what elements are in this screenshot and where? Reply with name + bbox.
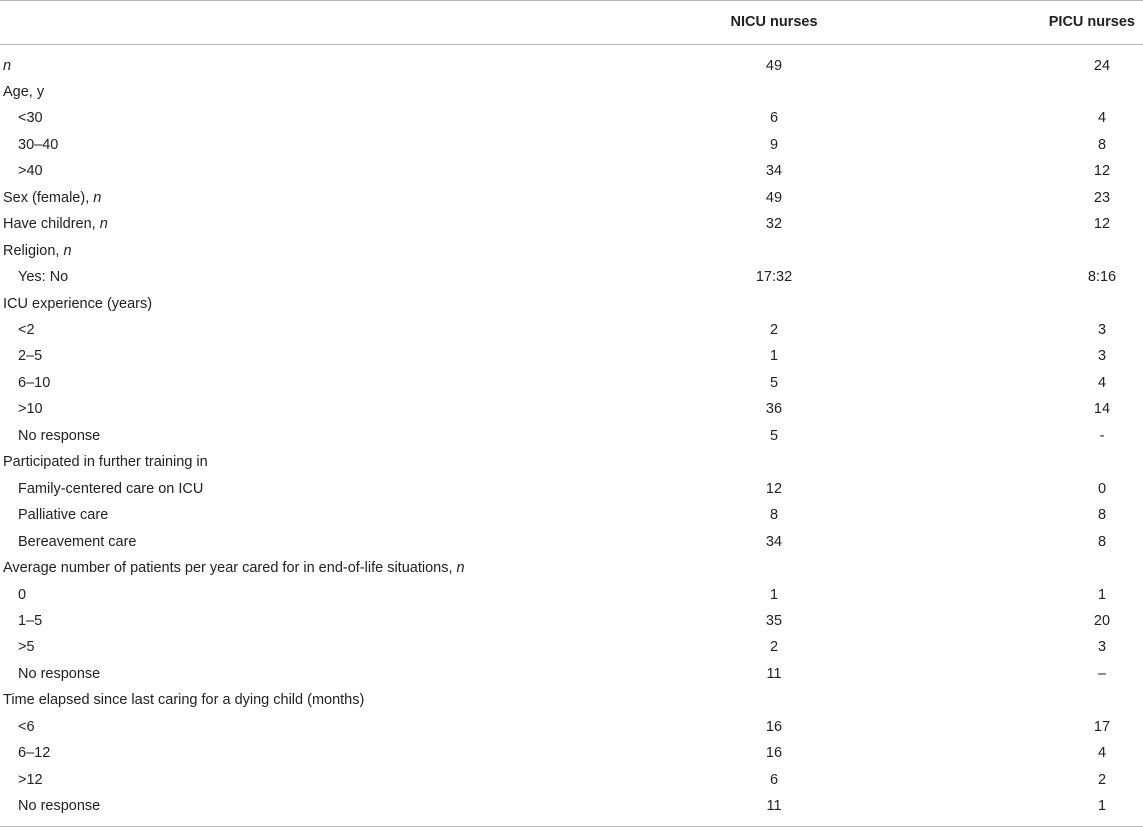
- table-row: [0, 687, 1143, 714]
- cell-nicu-value: [768, 137, 780, 153]
- table-row: [0, 132, 1143, 159]
- cell-picu-text: 12: [1093, 216, 1111, 233]
- table-row: [0, 370, 1143, 397]
- cell-nicu-text: 6: [769, 771, 779, 788]
- row-label: [18, 507, 108, 523]
- cell-picu-value: [1094, 110, 1107, 127]
- row-label: [18, 798, 100, 814]
- row-label: [18, 375, 50, 391]
- cell-nicu-text: 8: [769, 507, 779, 524]
- cell-nicu-value: [768, 639, 780, 655]
- row-label-text: No response: [18, 427, 101, 444]
- cell-picu-value: [1086, 401, 1111, 418]
- row-label: [3, 296, 152, 312]
- cell-nicu-text: 36: [765, 401, 783, 418]
- cell-nicu-value: [765, 57, 783, 74]
- header-picu-nurses: PICU nurses: [1048, 14, 1135, 30]
- cell-nicu-value: [768, 666, 780, 682]
- row-label: [3, 58, 11, 74]
- cell-picu-text: 1: [1097, 586, 1107, 603]
- cell-picu-value: [1094, 136, 1107, 153]
- row-label-italic: n: [63, 242, 72, 259]
- cell-picu-text: 14: [1093, 401, 1111, 418]
- row-label: [18, 666, 100, 682]
- cell-picu-text: 8:16: [1087, 269, 1117, 286]
- cell-picu-text: 4: [1097, 374, 1107, 391]
- cell-nicu-text: 16: [765, 718, 783, 735]
- cell-picu-value: [1094, 533, 1107, 550]
- cell-nicu-value: [768, 375, 780, 391]
- cell-nicu-value: [755, 269, 793, 286]
- row-label-text: ICU experience (years): [3, 295, 153, 312]
- cell-picu-value: [1094, 665, 1107, 682]
- row-label-text: Participated in further training in: [3, 454, 208, 471]
- cell-nicu-value: [765, 480, 783, 497]
- row-label-text: Sex (female),: [3, 189, 94, 206]
- row-label: [18, 322, 35, 338]
- cell-picu-text: 3: [1097, 348, 1107, 365]
- cell-picu-text: 24: [1093, 57, 1111, 74]
- cell-nicu-value: [768, 243, 780, 259]
- table-header-row: [0, 0, 1143, 44]
- cell-nicu-value: [765, 216, 783, 233]
- cell-nicu-value: [765, 533, 783, 550]
- cell-nicu-value: [765, 401, 783, 418]
- row-label-text: Palliative care: [18, 507, 109, 524]
- cell-nicu-text: 35: [765, 612, 783, 629]
- table-row: [0, 185, 1143, 212]
- row-label-italic: n: [3, 57, 12, 74]
- row-label: [18, 163, 43, 179]
- row-label: [18, 401, 43, 417]
- cell-nicu-text: 49: [765, 57, 783, 74]
- cell-nicu-value: [768, 110, 780, 126]
- cell-nicu-text: 34: [765, 163, 783, 180]
- row-label-text: Bereavement care: [18, 533, 137, 550]
- cell-picu-value: [1086, 189, 1111, 206]
- cell-picu-text: 3: [1097, 322, 1107, 338]
- table-row: [0, 423, 1143, 450]
- table-row: [0, 529, 1143, 556]
- cell-nicu-value: [768, 428, 780, 444]
- header-nicu-nurses: NICU nurses: [730, 14, 818, 30]
- table-row: [0, 476, 1143, 503]
- table-row: [0, 396, 1143, 423]
- row-label-text: Religion,: [3, 242, 64, 259]
- table-row: [0, 608, 1143, 635]
- table-row: [0, 53, 1143, 80]
- cell-nicu-value: [765, 163, 783, 180]
- table-header-rule: [0, 44, 1143, 45]
- cell-picu-text: 23: [1093, 189, 1111, 206]
- cell-picu-text: 3: [1097, 639, 1107, 656]
- table-row: [0, 238, 1143, 265]
- row-label-text: >10: [18, 401, 43, 418]
- cell-picu-text: 12: [1093, 163, 1111, 180]
- cell-picu-value: [1094, 771, 1107, 788]
- table-row: [0, 343, 1143, 370]
- cell-picu-value: [1094, 480, 1107, 497]
- row-label-text: 0: [18, 586, 27, 603]
- row-label-text: No response: [18, 665, 101, 682]
- table-row: [0, 740, 1143, 767]
- table-row: [0, 767, 1143, 794]
- table-row: [0, 317, 1143, 344]
- cell-nicu-value: [768, 772, 780, 788]
- cell-nicu-value: [768, 692, 780, 708]
- cell-picu-value: [1094, 507, 1107, 524]
- table-row: [0, 793, 1143, 820]
- cell-picu-value: [1094, 374, 1107, 391]
- row-label: [3, 84, 44, 100]
- cell-picu-text: 8: [1097, 533, 1107, 550]
- cell-picu-value: [1094, 586, 1107, 603]
- cell-nicu-value: [768, 560, 780, 576]
- table-row: [0, 582, 1143, 609]
- cell-picu-value: [1086, 216, 1111, 233]
- row-label-text: 30–40: [18, 136, 59, 153]
- cell-picu-text: –: [1097, 665, 1107, 682]
- row-label: [18, 269, 68, 285]
- table-row: [0, 661, 1143, 688]
- table-row: [0, 264, 1143, 291]
- row-label: [18, 639, 35, 655]
- cell-picu-text: 17: [1093, 718, 1111, 735]
- cell-picu-value: [1086, 718, 1111, 735]
- table-row: [0, 158, 1143, 185]
- cell-nicu-text: 1: [769, 586, 779, 603]
- row-label: [18, 719, 35, 735]
- row-label-italic: n: [456, 560, 465, 577]
- row-label-italic: n: [93, 189, 102, 206]
- cell-nicu-text: 16: [765, 745, 783, 762]
- table-bottom-rule: [0, 826, 1143, 827]
- cell-nicu-value: [768, 798, 780, 814]
- cell-picu-value: [1074, 269, 1117, 286]
- row-label-text: <30: [18, 110, 43, 127]
- row-label: [18, 534, 136, 550]
- cell-picu-value: [1086, 57, 1111, 74]
- cell-nicu-text: 5: [769, 374, 779, 391]
- row-label-text: >5: [18, 639, 35, 656]
- row-label: [18, 481, 203, 497]
- table-row: [0, 502, 1143, 529]
- cell-nicu-value: [765, 745, 783, 762]
- row-label-text: >40: [18, 163, 43, 180]
- row-label: [3, 560, 465, 576]
- cell-nicu-value: [768, 587, 780, 603]
- row-label-text: 1–5: [18, 612, 43, 629]
- table-row: [0, 105, 1143, 132]
- cell-nicu-value: [768, 84, 780, 100]
- cell-nicu-value: [768, 454, 780, 470]
- cell-nicu-value: [768, 322, 780, 338]
- row-label-text: Have children,: [3, 216, 100, 233]
- cell-picu-text: 20: [1093, 612, 1111, 629]
- row-label-italic: n: [99, 216, 108, 233]
- cell-picu-text: 0: [1097, 480, 1107, 497]
- cell-picu-text: 4: [1097, 745, 1107, 762]
- cell-nicu-text: 49: [765, 189, 783, 206]
- cell-nicu-value: [765, 612, 783, 629]
- cell-picu-text: 8: [1097, 136, 1107, 153]
- row-label: [18, 772, 43, 788]
- row-label: [3, 216, 108, 232]
- table-row: [0, 211, 1143, 238]
- row-label: [18, 348, 42, 364]
- cell-picu-text: 1: [1097, 798, 1107, 815]
- cell-nicu-text: 5: [769, 427, 779, 444]
- cell-nicu-value: [765, 718, 783, 735]
- row-label-text: 2–5: [18, 348, 43, 365]
- row-label-text: No response: [18, 798, 101, 815]
- row-label-text: 6–10: [18, 374, 51, 391]
- cell-nicu-text: 11: [766, 665, 782, 682]
- cell-nicu-value: [768, 348, 780, 364]
- cell-picu-value: [1094, 798, 1107, 815]
- row-label-text: 6–12: [18, 745, 51, 762]
- cell-nicu-text: 32: [765, 216, 783, 233]
- cell-picu-text: 2: [1097, 771, 1107, 788]
- row-label: [3, 243, 72, 259]
- cell-picu-value: [1094, 348, 1107, 365]
- row-label-text: Average number of patients per year cared for in end-of-life situations,: [3, 560, 457, 577]
- table-row: [0, 714, 1143, 741]
- row-label: [18, 110, 43, 126]
- row-label-text: Age, y: [3, 83, 45, 100]
- cell-nicu-text: 34: [765, 533, 783, 550]
- cell-nicu-value: [768, 507, 780, 523]
- cell-nicu-text: 2: [769, 639, 779, 656]
- cell-picu-value: [1086, 612, 1111, 629]
- row-label-text: Time elapsed since last caring for a dying child (months): [3, 692, 365, 709]
- cell-nicu-text: 9: [769, 136, 779, 153]
- row-label-text: Family-centered care on ICU: [18, 480, 204, 497]
- row-label: [18, 137, 58, 153]
- cell-picu-value: [1094, 745, 1107, 762]
- row-label: [3, 190, 101, 206]
- cell-picu-value: [1097, 427, 1105, 444]
- row-label-text: Yes: No: [18, 269, 69, 286]
- cell-nicu-text: 2: [769, 322, 779, 338]
- cell-picu-value: [1094, 639, 1107, 656]
- cell-nicu-value: [765, 189, 783, 206]
- row-label-text: >12: [18, 771, 43, 788]
- row-label-text: <2: [18, 322, 35, 338]
- row-label: [18, 613, 42, 629]
- cell-picu-text: -: [1099, 427, 1105, 444]
- row-label: [3, 454, 208, 470]
- cell-picu-value: [1086, 163, 1111, 180]
- cell-nicu-text: 6: [769, 110, 779, 127]
- table-row: [0, 79, 1143, 106]
- table-row: [0, 291, 1143, 318]
- cell-nicu-text: 11: [766, 798, 782, 815]
- cell-picu-value: [1094, 322, 1107, 338]
- cell-nicu-value: [768, 296, 780, 312]
- cell-picu-text: 4: [1097, 110, 1107, 127]
- cell-nicu-text: 12: [765, 480, 783, 497]
- cell-nicu-text: 1: [769, 348, 779, 365]
- row-label: [3, 692, 364, 708]
- table-row: [0, 634, 1143, 661]
- cell-nicu-text: 17:32: [755, 269, 793, 286]
- row-label: [18, 428, 100, 444]
- row-label: [18, 745, 50, 761]
- table-row: [0, 555, 1143, 582]
- row-label-text: <6: [18, 718, 35, 735]
- cell-picu-text: 8: [1097, 507, 1107, 524]
- table-row: [0, 449, 1143, 476]
- row-label: [18, 587, 26, 603]
